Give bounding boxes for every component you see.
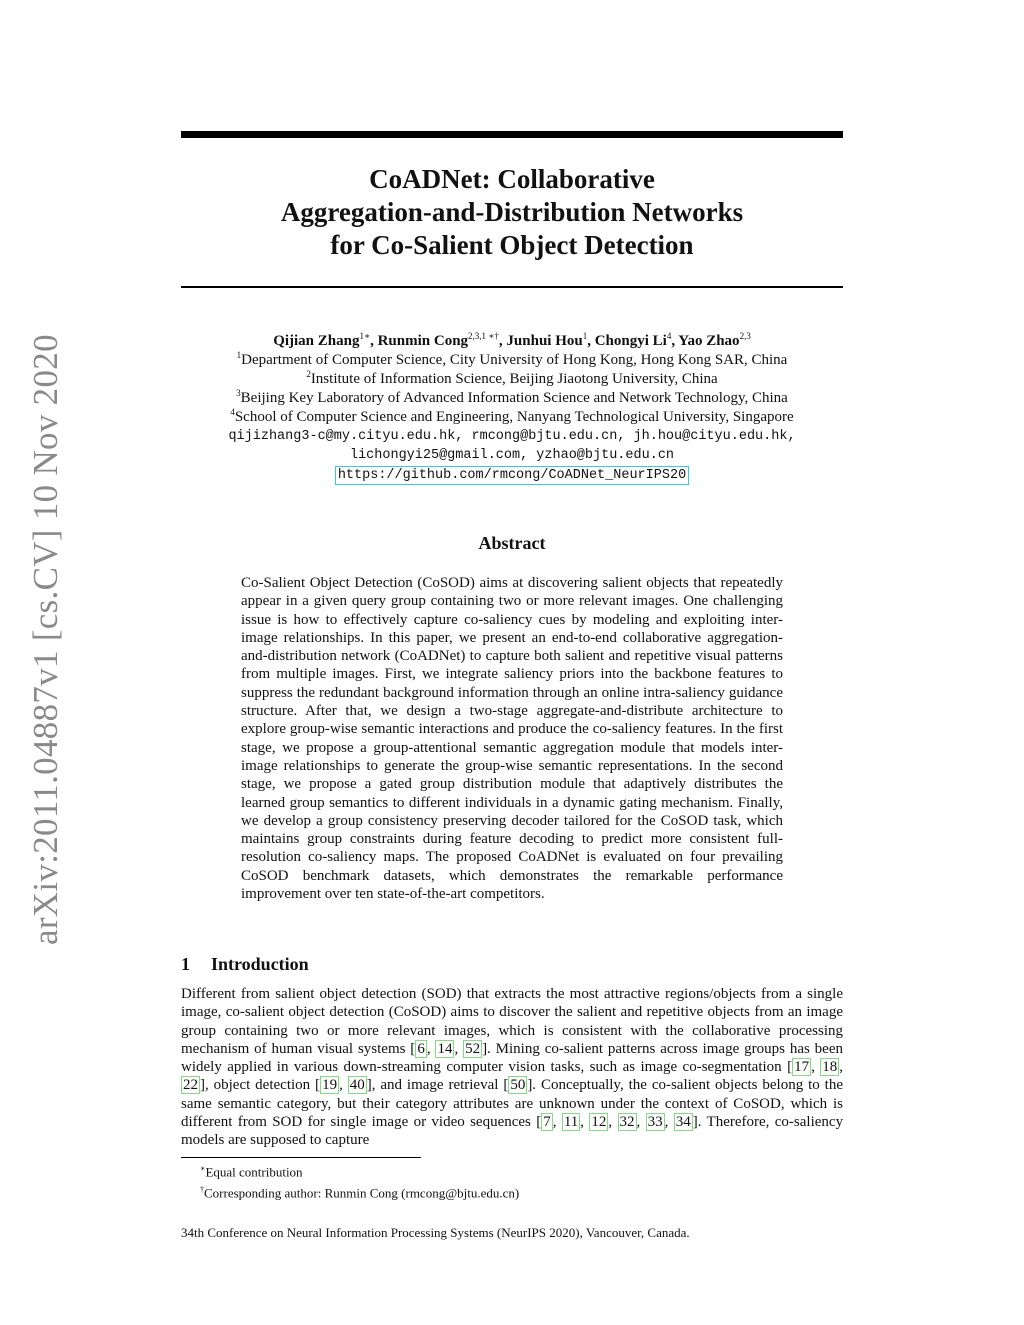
author-name: Qijian Zhang bbox=[273, 333, 360, 349]
abstract-heading: Abstract bbox=[478, 533, 546, 553]
citation-link[interactable]: 17 bbox=[794, 1059, 810, 1076]
author-block bbox=[150, 332, 874, 485]
section-title: Introduction bbox=[211, 954, 309, 974]
title-bottom-rule bbox=[181, 286, 843, 288]
section-heading bbox=[181, 954, 309, 975]
citation-link[interactable]: 50 bbox=[510, 1077, 526, 1094]
citation-link[interactable]: 7 bbox=[543, 1114, 551, 1131]
author-sup: 1 bbox=[582, 331, 588, 341]
author-sup: 1∗ bbox=[359, 331, 371, 341]
affiliation-text: School of Computer Science and Engineering, Nanyang Technological University, Singapore bbox=[234, 409, 794, 425]
citation-link[interactable]: 32 bbox=[619, 1114, 635, 1131]
citation-link[interactable]: 12 bbox=[591, 1114, 607, 1131]
citation-link[interactable]: 33 bbox=[647, 1114, 663, 1131]
citation-link[interactable]: 34 bbox=[675, 1114, 691, 1131]
affiliation bbox=[150, 389, 874, 408]
citation-link[interactable]: 11 bbox=[563, 1114, 579, 1131]
affiliation-text: Department of Computer Science, City University of Hong Kong, Hong Kong SAR, China bbox=[241, 352, 788, 368]
affiliation-sup: 1 bbox=[236, 350, 242, 360]
code-link[interactable]: https://github.com/rmcong/CoADNet_NeurIPS20 bbox=[335, 466, 689, 485]
footnote-text: Corresponding author: Runmin Cong (rmcong@bjtu.edu.cn) bbox=[204, 1185, 520, 1201]
affiliation-sup: 3 bbox=[236, 388, 241, 398]
affiliation-sup: 2 bbox=[306, 369, 311, 379]
title-line: Aggregation-and-Distribution Networks bbox=[280, 197, 744, 227]
footnote bbox=[200, 1160, 519, 1181]
affiliation-text: Beijing Key Laboratory of Advanced Information Science and Network Technology, China bbox=[240, 390, 788, 406]
intro-text: ], object detection [ bbox=[200, 1077, 321, 1094]
author-name: Yao Zhao bbox=[678, 333, 740, 349]
author-sup: 4 bbox=[666, 331, 672, 341]
footnote-mark: ∗ bbox=[200, 1164, 206, 1173]
footnote-text: Equal contribution bbox=[205, 1164, 303, 1180]
affiliation bbox=[150, 408, 874, 427]
footnote bbox=[200, 1181, 519, 1202]
citation-link[interactable]: 19 bbox=[322, 1077, 338, 1094]
abstract-text: Co-Salient Object Detection (CoSOD) aims at discovering salient objects that repeatedly appear in a given query group containing two or more relevant images. One challenging issue is how to effectively capture co-saliency cues by modeling and exploiting inter-image relationships. In this paper, we present an end-to-end collaborative aggregation-and-distribution network (CoADNet) to capture both salient and repetitive visual patterns from multiple images. First, we integrate saliency priors into the backbone features to suppress the redundant background information through an online intra-saliency guidance structure. After that, we design a two-stage aggregate-and-distribute architecture to explore group-wise semantic interactions and produce the co-saliency features. In the first stage, we propose a group-attentional semantic aggregation module that models inter-image relationships to generate the group-wise semantic representations. In the second stage, we propose a gated group distribution module that adaptively distributes the learned group semantics to different individuals in a dynamic gating mechanism. Finally, we develop a group consistency preserving decoder tailored for the CoSOD task, which maintains group constraints during feature decoding to predict more consistent full-resolution co-saliency maps. The proposed CoADNet is evaluated on four prevailing CoSOD benchmark datasets, which demonstrates the remarkable performance improvement over ten state-of-the-art competitors. bbox=[241, 575, 783, 903]
email-line: lichongyi25@gmail.com, yzhao@bjtu.edu.cn bbox=[349, 448, 675, 463]
author-sup: 2,3 bbox=[739, 331, 751, 341]
intro-text: ]. Conceptually, the co-salient objects belong to the same semantic category, but their category attributes are unknown under the context of CoSOD, which is different from SOD for single image or video sequences [ bbox=[181, 1077, 844, 1131]
citation-link[interactable]: 14 bbox=[437, 1040, 453, 1057]
introduction-paragraph: Different from salient object detection (SOD) that extracts the most attractive regions/objects from a single image, co-salient object detection (CoSOD) aims to discover the salient and repetitive objects from an image group containing two or more relevant images, which is consistent with the collaborative processing mechanism of human visual systems [ 6 , 14 , 52 ]. Mining co-salient patterns across image groups has been widely applied in various down-streaming computer vision tasks, such as image co-segmentation [ 17 , 18 , 22 ], object detection [ 19 , 40 ], and image retrieval [ 50 ]. Conceptually, the co-salient objects belong to the same semantic category, but their category attributes are unknown under the context of CoSOD, which is different from SOD for single image or video sequences [ 7 , 11 , 12 , 32 , 33 , 34 ]. Therefore, co-saliency models are supposed to capture bbox=[181, 986, 844, 1149]
footnote-mark: † bbox=[200, 1185, 204, 1195]
author-name: Junhui Hou bbox=[506, 333, 583, 349]
author-name: Chongyi Li bbox=[594, 333, 667, 349]
paper-title bbox=[181, 163, 843, 262]
title-top-rule bbox=[181, 131, 843, 138]
citation-link[interactable]: 6 bbox=[417, 1040, 425, 1057]
affiliation-text: Institute of Information Science, Beijing Jiaotong University, China bbox=[310, 371, 718, 387]
citation-link[interactable]: 52 bbox=[465, 1040, 481, 1057]
affiliation bbox=[150, 370, 874, 389]
title-line: CoADNet: Collaborative bbox=[369, 164, 655, 194]
title-line: for Co-Salient Object Detection bbox=[330, 230, 694, 260]
intro-text: ]. Mining co-salient patterns across image groups has been widely applied in various down-streaming computer vision tasks, such as image co-segmentation [ bbox=[181, 1040, 843, 1076]
citation-link[interactable]: 18 bbox=[822, 1059, 838, 1076]
author-sup: 2,3,1 ∗† bbox=[468, 331, 499, 341]
citation-link[interactable]: 22 bbox=[183, 1077, 198, 1094]
intro-text: Different from salient object detection (SOD) that extracts the most attractive regions/objects from a single image, co-salient object detection (CoSOD) aims to discover the salient and repetitive objects from an image group containing two or more relevant images, which is consistent with the collaborative processing mechanism of human visual systems [ bbox=[181, 986, 843, 1057]
email-line: qijizhang3-c@my.cityu.edu.hk, rmcong@bjtu.edu.cn, jh.hou@cityu.edu.hk, bbox=[228, 429, 796, 444]
arxiv-identifier: arXiv:2011.04887v1 [cs.CV] 10 Nov 2020 bbox=[26, 334, 65, 945]
venue-footer: 34th Conference on Neural Information Processing Systems (NeurIPS 2020), Vancouver, Canada. bbox=[181, 1225, 690, 1240]
intro-text: ]. Therefore, co-saliency models are supposed to capture bbox=[181, 1114, 844, 1149]
citation-link[interactable]: 40 bbox=[349, 1077, 365, 1094]
footnotes bbox=[200, 1160, 519, 1203]
author-list: Qijian Zhang$^{1∗}$, Runmin Cong$^{2,3,1 ∗\dagger}$, Junhui Hou$^1$, Chongyi Li$^4$, Yao Zhao$^{2,3}$ bbox=[273, 331, 751, 349]
author-name: Runmin Cong bbox=[377, 333, 469, 349]
intro-text: ], and image retrieval [ bbox=[366, 1077, 509, 1094]
footnote-rule bbox=[181, 1157, 421, 1158]
section-number: 1 bbox=[181, 954, 190, 974]
affiliation bbox=[150, 351, 874, 370]
affiliation-sup: 4 bbox=[230, 407, 235, 417]
